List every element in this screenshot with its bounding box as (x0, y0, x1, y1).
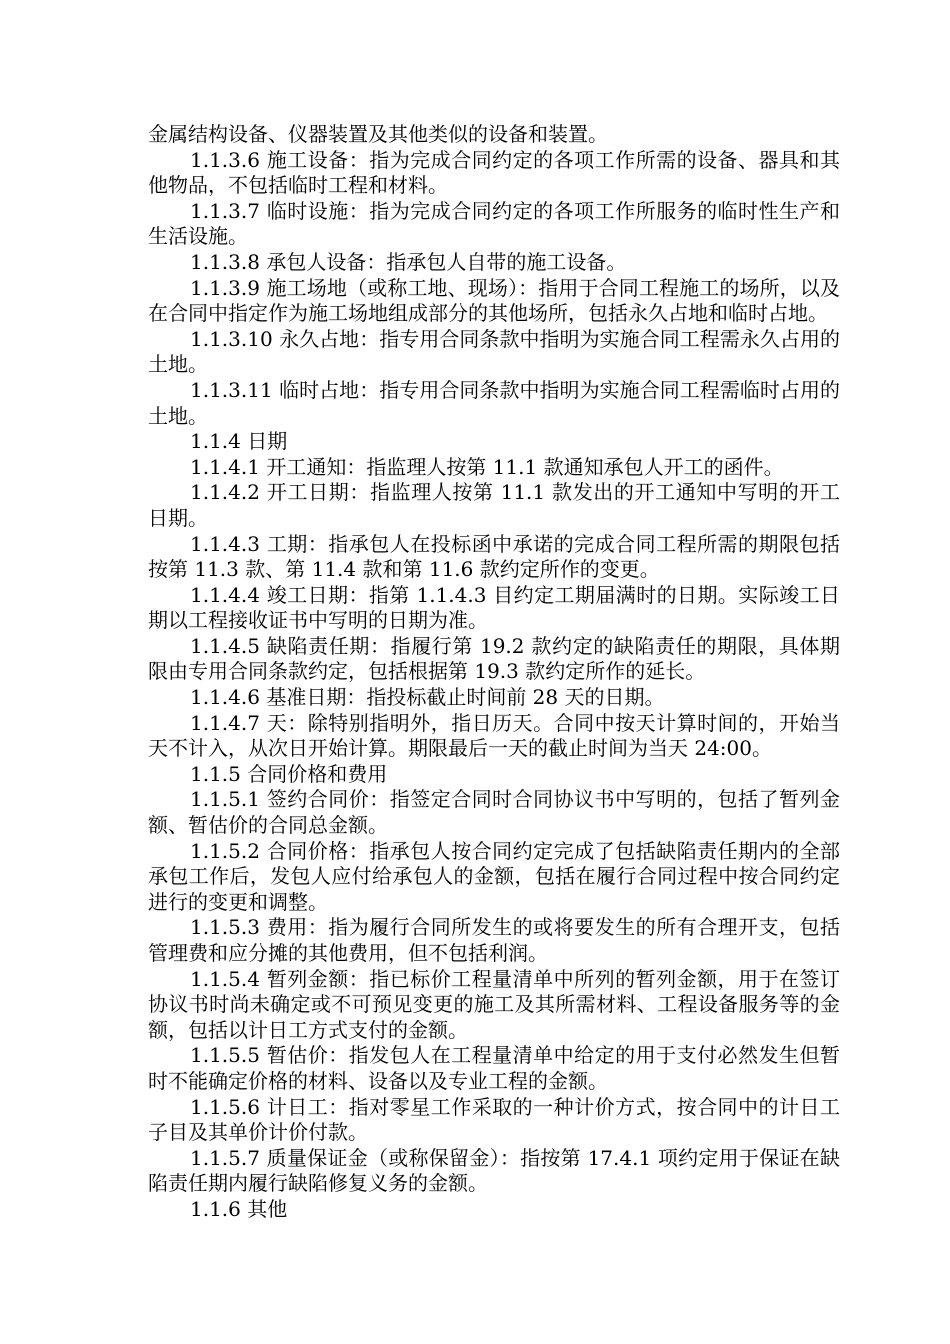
clause-1-1-4-6: 1.1.4.6 基准日期：指投标截止时间前 28 天的日期。 (190, 685, 665, 710)
section-heading-1-1-5: 1.1.5 合同价格和费用 (190, 761, 388, 786)
document-page (148, 122, 840, 1223)
clause-1-1-5-4: 1.1.5.4 暂列金额：指已标价工程量清单中所列的暂列金额，用于在签订协议书时尚未确定或不可预见变更的施工及其所需材料、工程设备服务等的金额，包括以计日工方式支付的金额。 (148, 966, 840, 1042)
paragraph-continuation: 金属结构设备、仪器装置及其他类似的设备和装置。 (148, 122, 608, 146)
clause-1-1-5-1: 1.1.5.1 签约合同价：指签定合同时合同协议书中写明的，包括了暂列金额、暂估价的合同总金额。 (148, 787, 840, 838)
clause-1-1-3-6: 1.1.3.6 施工设备：指为完成合同约定的各项工作所需的设备、器具和其他物品，不包括临时工程和材料。 (148, 147, 840, 198)
clause-1-1-3-7: 1.1.3.7 临时设施：指为完成合同约定的各项工作所服务的临时性生产和生活设施。 (148, 198, 840, 249)
clause-1-1-5-2: 1.1.5.2 合同价格：指承包人按合同约定完成了包括缺陷责任期内的全部承包工作后，发包人应付给承包人的金额，包括在履行合同过程中按合同约定进行的变更和调整。 (148, 838, 840, 914)
clause-1-1-4-5: 1.1.4.5 缺陷责任期：指履行第 19.2 款约定的缺陷责任的期限，具体期限由专用合同条款约定，包括根据第 19.3 款约定所作的延长。 (148, 633, 840, 684)
clause-1-1-5-6: 1.1.5.6 计日工：指对零星工作采取的一种计价方式，按合同中的计日工子目及其单价计价付款。 (148, 1094, 840, 1145)
clause-1-1-3-8: 1.1.3.8 承包人设备：指承包人自带的施工设备。 (190, 249, 627, 274)
clause-1-1-4-2: 1.1.4.2 开工日期：指监理人按第 11.1 款发出的开工通知中写明的开工日期。 (148, 480, 840, 530)
clause-1-1-5-3: 1.1.5.3 费用：指为履行合同所发生的或将要发生的所有合理开支，包括管理费和应分摊的其他费用，但不包括利润。 (148, 915, 840, 965)
clause-1-1-4-4: 1.1.4.4 竣工日期：指第 1.1.4.3 目约定工期届满时的日期。实际竣工日期以工程接收证书中写明的日期为准。 (148, 582, 840, 633)
section-heading-1-1-6: 1.1.6 其他 (190, 1196, 288, 1221)
clause-1-1-3-10: 1.1.3.10 永久占地：指专用合同条款中指明为实施合同工程需永久占用的土地。 (148, 326, 840, 377)
clause-1-1-3-11: 1.1.3.11 临时占地：指专用合同条款中指明为实施合同工程需临时占用的土地。 (148, 377, 840, 428)
clause-1-1-4-1: 1.1.4.1 开工通知：指监理人按第 11.1 款通知承包人开工的函件。 (190, 454, 784, 479)
clause-1-1-3-9: 1.1.3.9 施工场地（或称工地、现场）：指用于合同工程施工的场所，以及在合同中指定作为施工场地组成部分的其他场所，包括永久占地和临时占地。 (148, 275, 840, 326)
clause-1-1-4-3: 1.1.4.3 工期：指承包人在投标函中承诺的完成合同工程所需的期限包括按第 11.3 款、第 11.4 款和第 11.6 款约定所作的变更。 (148, 531, 840, 582)
clause-1-1-5-7: 1.1.5.7 质量保证金（或称保留金）：指按第 17.4.1 项约定用于保证在缺陷责任期内履行缺陷修复义务的金额。 (148, 1145, 840, 1196)
section-heading-1-1-4: 1.1.4 日期 (190, 429, 288, 454)
clause-1-1-5-5: 1.1.5.5 暂估价：指发包人在工程量清单中给定的用于支付必然发生但暂时不能确定价格的材料、设备以及专业工程的金额。 (148, 1043, 840, 1093)
clause-1-1-4-7: 1.1.4.7 天：除特别指明外，指日历天。合同中按天计算时间的，开始当天不计入，从次日开始计算。期限最后一天的截止时间为当天 24:00。 (148, 710, 840, 761)
